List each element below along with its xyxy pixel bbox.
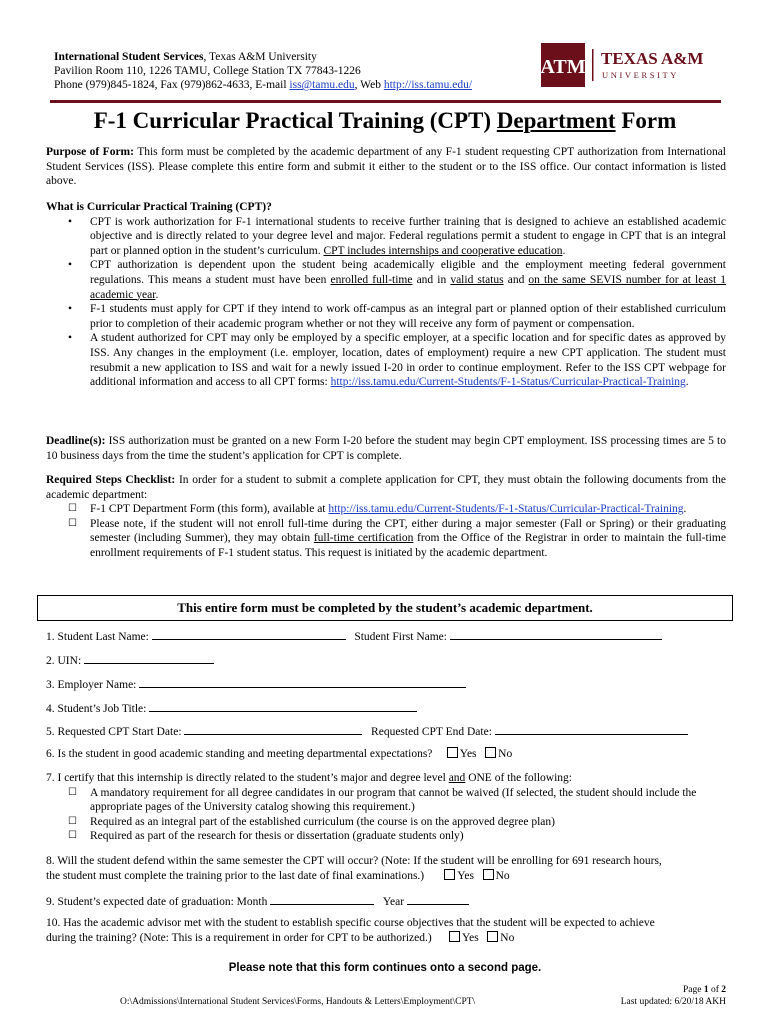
bullet-icon: • bbox=[68, 303, 73, 316]
list-item bbox=[46, 302, 726, 331]
bullet-icon: • bbox=[68, 215, 73, 228]
header-contact bbox=[54, 50, 472, 92]
bullet-2-text-a: CPT authorization is dependent upon the student being academically eligible and the employment meeting federal government regulations. This means a student must have been bbox=[90, 259, 726, 286]
first-name-field[interactable] bbox=[450, 628, 662, 640]
defend-label-b: the student must complete the training prior to the last date of final examinations.) bbox=[46, 869, 425, 882]
question-4 bbox=[46, 700, 417, 717]
checklist-item-2-text-a: Please note, if the student will not enroll full-time during the CPT, either during a major semester (Fall or Spring) or their graduating semester (including Summer), they may obtain bbox=[90, 517, 726, 545]
title-part3: Form bbox=[615, 108, 677, 133]
bullet-1-text: CPT is work authorization for F-1 international students to receive further training that is designed to achieve an established academic objective and is directly related to your degree level and major. Federal regulations permit a student to engage in CPT that is an integral part or planned option in the student’s curriculum. bbox=[90, 215, 726, 257]
bullet-1-underlined: CPT includes internships and cooperative education bbox=[323, 244, 563, 257]
page-of: of bbox=[708, 985, 722, 995]
bullet-icon: • bbox=[68, 332, 73, 345]
last-name-label: 1. Student Last Name: bbox=[46, 631, 149, 643]
svg-text:UNIVERSITY: UNIVERSITY bbox=[602, 70, 679, 80]
purpose-section bbox=[46, 145, 726, 189]
question-9 bbox=[46, 893, 736, 910]
list-item bbox=[46, 815, 726, 830]
deadline-text: ISS authorization must be granted on a new Form I-20 before the student may begin CPT employment. ISS processing times are 5 to 10 business days from the time the student’s application for CPT is complete. bbox=[46, 435, 726, 462]
checklist-label: Required Steps Checklist: bbox=[46, 474, 176, 486]
checkbox-icon: ☐ bbox=[68, 517, 77, 529]
page-info bbox=[600, 984, 726, 1008]
deadline-label: Deadline(s): bbox=[46, 435, 106, 447]
org-university: , Texas A&M University bbox=[203, 51, 317, 63]
graduation-month-field[interactable] bbox=[270, 893, 374, 905]
phone-fax: Phone (979)845-1824, Fax (979)862-4633, E-mail bbox=[54, 79, 290, 91]
file-path: O:\Admissions\International Student Services\Forms, Handouts & Letters\Employment\CPT\ bbox=[120, 997, 476, 1007]
website-link[interactable]: http://iss.tamu.edu/ bbox=[383, 79, 473, 91]
option-integral-text: Required as an integral part of the established curriculum (the course is on the approved degree plan) bbox=[90, 815, 555, 828]
page-number: 1 bbox=[703, 985, 709, 995]
tamu-logo bbox=[541, 43, 721, 87]
certify-and: and bbox=[448, 772, 466, 784]
address: Pavilion Room 110, 1226 TAMU, College Station TX 77843-1226 bbox=[54, 65, 361, 77]
yes-label: Yes bbox=[461, 931, 479, 944]
start-date-label: 5. Requested CPT Start Date: bbox=[46, 726, 182, 738]
job-title-field[interactable] bbox=[149, 700, 417, 712]
certify-label-a: 7. I certify that this internship is directly related to the student’s major and degree level bbox=[46, 772, 449, 784]
deadline-section bbox=[46, 434, 726, 463]
header-rule bbox=[50, 100, 721, 103]
bullet-2-underlined-3: on the same SEVIS number for at least 1 academic year bbox=[90, 273, 726, 301]
org-name: International Student Services bbox=[54, 51, 204, 63]
question-1 bbox=[46, 628, 736, 645]
title-part1: F-1 Curricular Practical Training (CPT) bbox=[93, 108, 497, 133]
question-2 bbox=[46, 652, 214, 669]
what-is-cpt-heading: What is Curricular Practical Training (CPT)? bbox=[46, 201, 272, 213]
question-10 bbox=[46, 916, 736, 945]
yes-label: Yes bbox=[459, 748, 477, 760]
no-label: No bbox=[500, 931, 515, 944]
advisor-yes-checkbox[interactable] bbox=[449, 931, 460, 942]
list-item bbox=[46, 786, 726, 815]
list-item: • CPT authorization is dependent upon the student being academically eligible and the employment meeting federal government regulations. This means a student must have been enrolled full-time and in valid status and on the same SEVIS number for at least 1 academic year. bbox=[68, 259, 726, 301]
standing-yes-checkbox[interactable] bbox=[447, 747, 458, 758]
yes-label: Yes bbox=[457, 869, 474, 882]
last-name-field[interactable] bbox=[152, 628, 346, 640]
bullet-4-text: A student authorized for CPT may only be employed by a specific employer, at a specific location and for specific dates as approved by ISS. Any changes in the employment (i.e. employer, location, dates of employment) require a new CPT application. The student must resubmit a new application to ISS and wait for a newly issued I-20 in order to continue employment. Refer to the ISS CPT webpage for additional information and access to all CPT forms: bbox=[90, 332, 726, 389]
end-date-field[interactable] bbox=[495, 723, 688, 735]
question-3 bbox=[46, 676, 466, 693]
purpose-text: This form must be completed by the academic department of any F-1 student requesting CPT authorization from International Student Services (ISS). Please complete this entire form and submit it either to the student or to the ISS office. Our contact information is listed above. bbox=[46, 146, 727, 188]
advisor-no-checkbox[interactable] bbox=[487, 931, 498, 942]
svg-text:ATM: ATM bbox=[541, 56, 586, 78]
defend-no-checkbox[interactable] bbox=[483, 869, 494, 880]
checklist-text: In order for a student to submit a complete application for CPT, they must obtain the following documents from the academic department: bbox=[46, 474, 727, 501]
page-title bbox=[0, 108, 770, 134]
question-8 bbox=[46, 854, 736, 883]
checklist-item-1-text: F-1 CPT Department Form (this form), available at bbox=[90, 503, 329, 516]
logo-wordmark: TEXAS A&M bbox=[601, 49, 704, 68]
checkbox-icon: ☐ bbox=[68, 503, 77, 515]
defend-yes-checkbox[interactable] bbox=[444, 869, 455, 880]
list-item: • A student authorized for CPT may only be employed by a specific employer, at a specific location and for specific dates as approved by ISS. Any changes in the employment (i.e. employer, location, dates of employment) require a new CPT application. The student must resubmit a new application to ISS and wait for a newly issued I-20 in order to continue employment. Refer to the ISS CPT webpage for additional information and access to all CPT forms: http://iss.tamu.edu/Current-Students/F-1-Status/Curricular-Practical-Training. bbox=[68, 332, 726, 389]
uin-field[interactable] bbox=[84, 652, 214, 664]
bullet-2-underlined-2: valid status bbox=[450, 273, 504, 286]
graduation-year-field[interactable] bbox=[407, 893, 469, 905]
web-prefix: , Web bbox=[354, 79, 384, 91]
cpt-form-link[interactable]: http://iss.tamu.edu/Current-Students/F-1-Status/Curricular-Practical-Training bbox=[328, 503, 684, 516]
purpose-label: Purpose of Form: bbox=[46, 146, 134, 158]
academic-standing-label: 6. Is the student in good academic standing and meeting departmental expectations? bbox=[46, 748, 433, 760]
list-item: ☐ F-1 CPT Department Form (this form), available at http://iss.tamu.edu/Current-Students/F-1-Status/Curricular-Practical-Training. bbox=[68, 503, 687, 516]
department-banner: This entire form must be completed by the student’s academic department. bbox=[37, 595, 733, 621]
end-date-label: Requested CPT End Date: bbox=[371, 726, 492, 738]
no-label: No bbox=[495, 869, 510, 882]
graduation-year-label: Year bbox=[382, 896, 405, 908]
checklist-section bbox=[46, 473, 726, 561]
no-label: No bbox=[498, 748, 513, 760]
employer-name-field[interactable] bbox=[139, 676, 466, 688]
what-is-cpt-section bbox=[46, 200, 726, 390]
list-item bbox=[46, 517, 726, 561]
email-link[interactable]: iss@tamu.edu bbox=[289, 79, 355, 91]
employer-name-label: 3. Employer Name: bbox=[46, 679, 137, 691]
bullet-3-text: F-1 students must apply for CPT if they intend to work off-campus as an integral part or planned option of their established curriculum prior to completion of their academic program whether or not they will receive any form of payment or compensation. bbox=[90, 303, 726, 330]
page-total: 2 bbox=[721, 985, 726, 995]
job-title-label: 4. Student’s Job Title: bbox=[46, 703, 147, 715]
cpt-bullet-list bbox=[46, 215, 726, 390]
advisor-label-b: during the training? (Note: This is a requirement in order for CPT to be authorized.) bbox=[46, 931, 432, 944]
tamu-logo-svg bbox=[541, 43, 721, 87]
start-date-field[interactable] bbox=[184, 723, 362, 735]
list-item bbox=[46, 829, 726, 844]
list-item: • CPT is work authorization for F-1 international students to receive further training that is designed to achieve an established academic objective and is directly related to your degree level and major. Federal regulations permit a student to engage in CPT that is an integral part or planned option in the student’s curriculum. CPT includes internships and cooperative education. bbox=[68, 215, 726, 257]
research-checkbox[interactable]: ☐ bbox=[68, 830, 77, 842]
option-mandatory-text: A mandatory requirement for all degree candidates in our program that cannot be waived (If selected, the student should include the appropriate pages of the University catalog showing this requirement.) bbox=[90, 786, 697, 814]
continue-note: Please note that this form continues onto a second page. bbox=[228, 962, 542, 974]
graduation-month-label: 9. Student’s expected date of graduation: Month bbox=[46, 896, 268, 908]
question-6 bbox=[46, 747, 736, 762]
first-name-label: Student First Name: bbox=[354, 631, 447, 643]
defend-label-a: 8. Will the student defend within the same semester the CPT will occur? (Note: If the student will be enrolling for 691 research hours, bbox=[46, 855, 662, 867]
title-department: Department bbox=[496, 108, 616, 133]
mandatory-checkbox[interactable]: ☐ bbox=[68, 786, 77, 798]
last-updated: Last updated: 6/20/18 AKH bbox=[620, 997, 726, 1007]
advisor-label-a: 10. Has the academic advisor met with the student to establish specific course objectives that the student will be expected to achieve bbox=[46, 917, 655, 929]
standing-no-checkbox[interactable] bbox=[485, 747, 496, 758]
option-research-text: Required as part of the research for thesis or dissertation (graduate students only) bbox=[90, 830, 464, 843]
page-prefix: Page bbox=[682, 985, 704, 995]
question-7 bbox=[46, 771, 726, 844]
certify-label-b: ONE of the following: bbox=[465, 772, 572, 784]
bullet-2-text-b: and in bbox=[412, 273, 451, 286]
bullet-2-text-c: and bbox=[503, 273, 529, 286]
bullet-2-underlined-1: enrolled full-time bbox=[330, 273, 413, 286]
cpt-forms-link[interactable]: http://iss.tamu.edu/Current-Students/F-1-Status/Curricular-Practical-Training bbox=[330, 376, 686, 389]
uin-label: 2. UIN: bbox=[46, 655, 82, 667]
integral-checkbox[interactable]: ☐ bbox=[68, 815, 77, 827]
checklist-item-2-underlined: full-time certification bbox=[313, 532, 414, 545]
question-5 bbox=[46, 723, 736, 740]
bullet-icon: • bbox=[68, 259, 73, 272]
checklist-item-2-text-b: from the Office of the Registrar in order to maintain the full-time enrollment requirements of F-1 student status. This request is initiated by the academic department. bbox=[90, 532, 726, 559]
